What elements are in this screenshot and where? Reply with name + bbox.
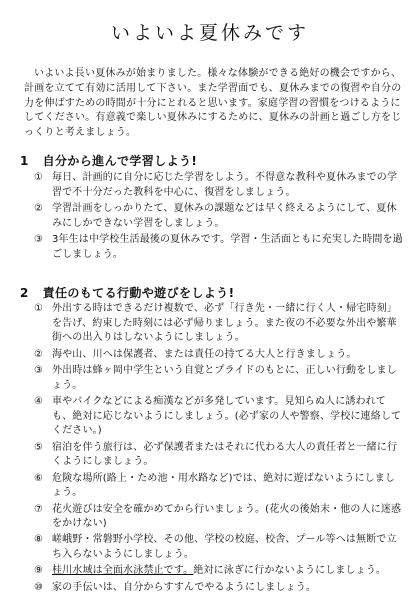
item-text: 花火遊びは安全を確かめてから行いましょう。(花火の後始末・他の人に迷惑をかけない) xyxy=(52,503,402,530)
item-text: 宿泊を伴う旅行は、必ず保護者またはそれに代わる大人の責任者と一緒に行くようにしましょう。 xyxy=(52,441,398,468)
list-item xyxy=(34,441,404,470)
item-number: ⑥ xyxy=(34,472,43,484)
list-item xyxy=(34,302,404,346)
item-text: 学習計画をしっかりたて、夏休みの課題などは早く終えるようにして、夏休みにしかできない学習をしましょう。 xyxy=(52,202,397,229)
item-number: ⑤ xyxy=(34,441,43,453)
list-item xyxy=(34,202,404,231)
item-number: ② xyxy=(34,348,43,360)
list-item xyxy=(34,395,404,439)
list-item xyxy=(34,233,404,262)
item-number: ⑩ xyxy=(34,581,43,593)
item-number: ⑨ xyxy=(34,565,43,577)
list-item xyxy=(34,503,404,532)
section-number: 2 xyxy=(20,286,29,300)
page-title: いよいよ夏休みです xyxy=(110,22,309,44)
section-title: 自分から進んで学習しよう! xyxy=(42,154,198,168)
list-item xyxy=(34,564,404,579)
item-number: ③ xyxy=(34,364,43,376)
section-2-list xyxy=(34,302,404,597)
item-number: ④ xyxy=(34,395,43,407)
item-text xyxy=(52,564,404,579)
section-title: 責任のもてる行動や遊びをしよう! xyxy=(42,286,235,300)
item-text-rest: 絶対に泳ぎに行かないようにしましょう。 xyxy=(193,565,387,577)
item-text: 外出時は蜂ヶ岡中学生という自覚とプライドのもとに、正しい行動をしましょう。 xyxy=(52,364,397,391)
item-text: 外出する時はできるだけ複数で、必ず「行き先・一緒に行く人・帰宅時刻」を告げ、約束した時刻には必ず帰りましょう。また夜の不必要な外出や繁華街への出入りはしないようにしましょう。 xyxy=(52,303,397,344)
list-item xyxy=(34,364,404,393)
section-1-heading xyxy=(20,152,197,169)
item-text: 嵯峨野・常磐野小学校、その他、学校の校庭、校舎、プール等へは無断で立ち入らないようにしましょう。 xyxy=(52,534,397,561)
item-text: 3年生は中学校生活最後の夏休みです。学習・生活面ともに充実した時間を過ごしましょう。 xyxy=(52,233,403,260)
section-2-heading xyxy=(20,284,234,301)
emphasized-text: 桂川水域は全面水泳禁止です。 xyxy=(52,565,194,577)
list-item xyxy=(34,348,404,363)
list-item xyxy=(34,581,404,596)
list-item xyxy=(34,533,404,562)
intro-paragraph: いよいよ長い夏休みが始まりました。様々な体験ができる絶好の機会ですから、計画を立てて有効に活用して下さい。また学習面でも、夏休みまでの復習や自分の力を伸ばすための時間が十分にとれると思います。家庭学習の習慣をつけるようにしてください。有意義で楽しい夏休みにするために、夏休みの計画と過ごし方をじっくりと考えましょう。 xyxy=(24,68,402,139)
item-number: ① xyxy=(34,172,43,183)
item-text: 海や山、川へは保護者、または責任の持てる大人と行きましょう。 xyxy=(52,348,357,360)
item-text: 危険な場所(路上・ため池・用水路など)では、絶対に遊ばないようにしましょう。 xyxy=(52,472,396,499)
item-number: ⑦ xyxy=(34,503,43,515)
section-1-list xyxy=(34,171,404,264)
item-number: ⑧ xyxy=(34,534,43,546)
item-text: 家の手伝いは、自分からすすんでやるようにしましょう。 xyxy=(52,581,316,593)
item-number: ② xyxy=(34,202,43,214)
section-number: 1 xyxy=(20,154,29,168)
list-item xyxy=(34,472,404,501)
list-item xyxy=(34,171,404,200)
item-number: ③ xyxy=(34,233,43,245)
item-text: 車やバイクなどによる痴漢などが多発しています。見知らぬ人に誘われても、絶対に応じないようにしましょう。(必ず家の人や警察、学校に連絡してください。) xyxy=(52,395,402,437)
item-text: 毎日、計画的に自分に応じた学習をしよう。不得意な教科や夏休みまでの学習で不十分だった教科を中心に、復習をしましょう。 xyxy=(52,172,398,198)
item-number: ① xyxy=(34,303,43,314)
